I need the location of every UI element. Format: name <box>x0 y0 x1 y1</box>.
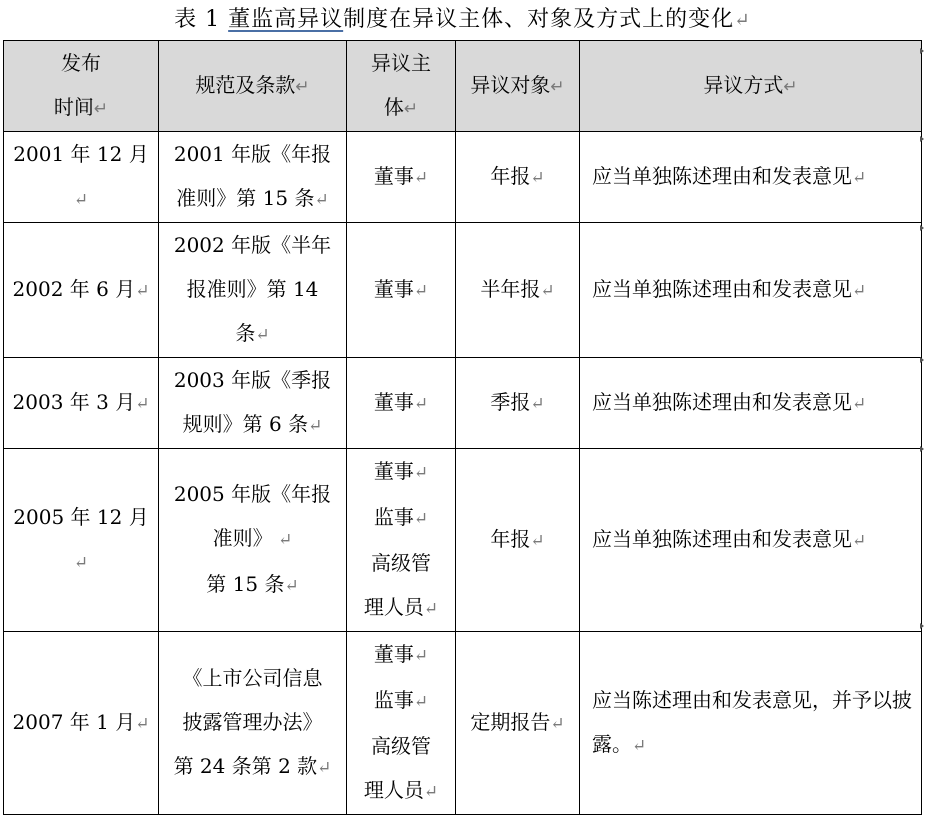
cell-subject <box>347 358 456 449</box>
cell-date <box>4 632 159 815</box>
object-text: 半年报 <box>480 277 541 301</box>
change-table <box>3 40 922 815</box>
header-line <box>353 41 449 85</box>
cell-clause <box>159 132 347 223</box>
cell-method <box>580 449 922 632</box>
clause-line <box>165 132 340 176</box>
paragraph-mark-icon: ↵ <box>632 736 647 756</box>
paragraph-mark-icon: ↵ <box>540 281 555 301</box>
cell-subject <box>347 449 456 632</box>
clause-text: 2005 年版《年报 <box>173 482 332 506</box>
method-text: 应当单独陈述理由和发表意见 <box>592 277 852 301</box>
paragraph-mark-icon: ↵ <box>272 530 293 550</box>
subject-text: 董事 <box>373 277 414 301</box>
row-end-marker-icon <box>920 136 924 142</box>
header-subject <box>347 41 456 132</box>
subject-line <box>353 585 449 631</box>
subject-line <box>353 449 449 495</box>
caption-suffix: 制度在异议主体、对象及方式上的变化 <box>343 7 735 32</box>
paragraph-mark-icon: ↵ <box>295 77 310 97</box>
cell-object <box>456 632 580 815</box>
caption-prefix: 表 1 <box>174 7 229 32</box>
paragraph-mark-icon: ↵ <box>73 190 89 210</box>
subject-text: 董事 <box>373 390 414 414</box>
cell-object <box>456 223 580 358</box>
object-text: 年报 <box>490 527 531 551</box>
method-text: 应当陈述理由和发表意见，并予以披露。 <box>592 688 912 756</box>
clause-text: 规则》第 6 条 <box>182 412 309 436</box>
paragraph-mark-icon: ↵ <box>530 531 545 551</box>
method-text: 应当单独陈述理由和发表意见 <box>592 164 852 188</box>
paragraph-mark-icon: ↵ <box>734 10 751 31</box>
row-end-marker-icon <box>920 48 924 54</box>
cell-date <box>4 449 159 632</box>
date-text: 2005 年 12 月 <box>13 505 149 529</box>
cell-method <box>580 632 922 815</box>
table-body <box>4 132 922 815</box>
clause-text: 条 <box>235 321 256 345</box>
paragraph-mark-icon: ↵ <box>73 553 89 573</box>
header-text: 发布 <box>61 51 101 75</box>
paragraph-mark-icon: ↵ <box>135 281 150 301</box>
table-row <box>4 223 922 358</box>
paragraph-mark-icon: ↵ <box>783 77 798 97</box>
paragraph-mark-icon: ↵ <box>314 190 329 210</box>
clause-line <box>165 223 340 267</box>
paragraph-mark-icon: ↵ <box>403 99 419 119</box>
clause-text: 报准则》第 14 <box>186 277 319 301</box>
paragraph-mark-icon: ↵ <box>852 168 867 188</box>
clause-line <box>165 472 340 516</box>
row-end-marker-icon <box>920 446 924 452</box>
date-text: 2002 年 6 月 <box>12 277 136 301</box>
subject-line <box>353 154 449 200</box>
header-text: 异议方式 <box>703 73 784 97</box>
clause-text: 准则》 <box>212 526 273 550</box>
clause-text: 第 15 条 <box>206 572 285 596</box>
cell-clause <box>159 632 347 815</box>
paragraph-mark-icon: ↵ <box>852 394 867 414</box>
clause-text: 2001 年版《年报 <box>173 142 332 166</box>
cell-clause <box>159 449 347 632</box>
paragraph-mark-icon: ↵ <box>413 394 429 414</box>
cell-subject <box>347 223 456 358</box>
object-text: 定期报告 <box>470 710 551 734</box>
subject-line <box>353 724 449 768</box>
margin-markers <box>920 40 925 795</box>
header-line <box>462 63 573 109</box>
header-text: 规范及条款 <box>195 73 296 97</box>
subject-text: 高级管 <box>371 551 431 575</box>
cell-object <box>456 132 580 223</box>
clause-text: 《上市公司信息 <box>182 666 323 690</box>
clause-line <box>165 358 340 402</box>
paragraph-mark-icon: ↵ <box>413 281 429 301</box>
row-end-marker-icon <box>920 357 924 363</box>
paragraph-mark-icon: ↵ <box>135 714 150 734</box>
subject-text: 监事 <box>373 505 414 529</box>
header-text: 异议主 <box>371 51 431 75</box>
clause-line <box>165 311 340 357</box>
header-method <box>580 41 922 132</box>
cell-object <box>456 358 580 449</box>
paragraph-mark-icon: ↵ <box>530 168 545 188</box>
subject-line <box>353 267 449 313</box>
subject-line <box>353 678 449 724</box>
header-date <box>4 41 159 132</box>
paragraph-mark-icon: ↵ <box>413 168 429 188</box>
clause-line <box>165 744 340 790</box>
clause-text: 准则》第 15 条 <box>176 186 315 210</box>
subject-text: 监事 <box>373 688 414 712</box>
subject-text: 董事 <box>373 642 414 666</box>
subject-text: 理人员 <box>363 595 424 619</box>
paragraph-mark-icon: ↵ <box>317 758 332 778</box>
row-end-marker-icon <box>920 623 924 629</box>
clause-line <box>165 656 340 700</box>
paragraph-mark-icon: ↵ <box>413 692 429 712</box>
cell-subject <box>347 132 456 223</box>
paragraph-mark-icon: ↵ <box>413 463 429 483</box>
header-clause <box>159 41 347 132</box>
cell-object <box>456 449 580 632</box>
paragraph-mark-icon: ↵ <box>550 77 565 97</box>
cell-date <box>4 358 159 449</box>
header-line <box>586 63 915 109</box>
header-line <box>165 63 340 109</box>
paragraph-mark-icon: ↵ <box>255 325 270 345</box>
paragraph-mark-icon: ↵ <box>413 509 429 529</box>
cell-method <box>580 223 922 358</box>
paragraph-mark-icon: ↵ <box>413 646 429 666</box>
header-object <box>456 41 580 132</box>
header-text: 异议对象 <box>470 73 551 97</box>
subject-line <box>353 632 449 678</box>
header-line <box>10 85 152 131</box>
subject-line <box>353 495 449 541</box>
cell-method <box>580 358 922 449</box>
header-text: 时间 <box>53 95 94 119</box>
method-text: 应当单独陈述理由和发表意见 <box>592 390 852 414</box>
paragraph-mark-icon: ↵ <box>135 394 150 414</box>
date-text: 2003 年 3 月 <box>12 390 136 414</box>
clause-text: 2003 年版《季报 <box>173 368 332 392</box>
caption-underlined-term: 董监高异议 <box>228 7 344 32</box>
clause-line <box>165 267 340 311</box>
object-text: 年报 <box>490 164 531 188</box>
cell-clause <box>159 358 347 449</box>
row-end-marker-icon <box>920 225 924 231</box>
subject-text: 高级管 <box>371 734 431 758</box>
clause-line <box>165 402 340 448</box>
cell-subject <box>347 632 456 815</box>
date-text: 2007 年 1 月 <box>12 710 136 734</box>
paragraph-mark-icon: ↵ <box>93 99 109 119</box>
subject-text: 理人员 <box>363 778 424 802</box>
subject-text: 董事 <box>373 459 414 483</box>
table-row <box>4 132 922 223</box>
paragraph-mark-icon: ↵ <box>530 394 545 414</box>
subject-line <box>353 541 449 585</box>
clause-line <box>165 562 340 608</box>
method-text: 应当单独陈述理由和发表意见 <box>592 527 852 551</box>
table-row <box>4 449 922 632</box>
paragraph-mark-icon: ↵ <box>423 599 439 619</box>
table-row <box>4 632 922 815</box>
clause-line <box>165 516 340 562</box>
cell-date <box>4 132 159 223</box>
paragraph-mark-icon: ↵ <box>284 576 299 596</box>
clause-text: 2002 年版《半年 <box>173 233 332 257</box>
subject-line <box>353 380 449 426</box>
table-row <box>4 358 922 449</box>
clause-text: 第 24 条第 2 款 <box>173 754 318 778</box>
table-header <box>4 41 922 132</box>
paragraph-mark-icon: ↵ <box>308 416 323 436</box>
cell-method <box>580 132 922 223</box>
date-text: 2001 年 12 月 <box>13 142 149 166</box>
clause-line <box>165 176 340 222</box>
header-text: 体 <box>383 95 404 119</box>
object-text: 季报 <box>490 390 531 414</box>
clause-text: 披露管理办法》 <box>182 710 323 734</box>
paragraph-mark-icon: ↵ <box>550 714 565 734</box>
header-row <box>4 41 922 132</box>
cell-clause <box>159 223 347 358</box>
header-line <box>353 85 449 131</box>
table-caption <box>0 4 925 37</box>
paragraph-mark-icon: ↵ <box>852 281 867 301</box>
paragraph-mark-icon: ↵ <box>423 782 439 802</box>
header-line <box>10 41 152 85</box>
cell-date <box>4 223 159 358</box>
subject-line <box>353 768 449 814</box>
paragraph-mark-icon: ↵ <box>852 531 867 551</box>
subject-text: 董事 <box>373 164 414 188</box>
clause-line <box>165 700 340 744</box>
